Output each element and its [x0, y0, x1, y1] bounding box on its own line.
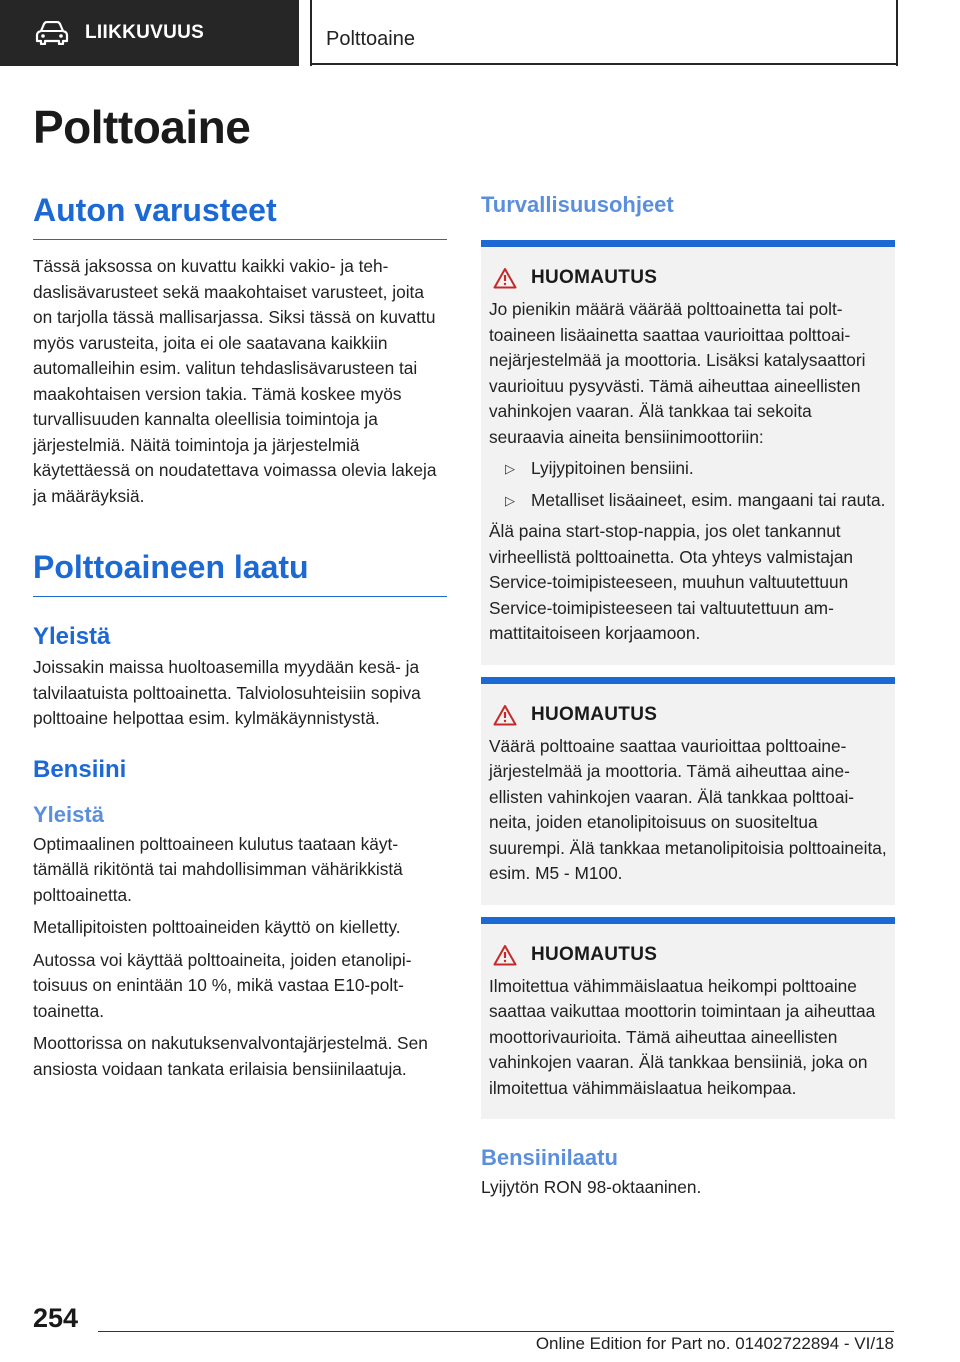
page-header [0, 0, 960, 66]
header-right-border [896, 0, 898, 66]
notice-text-2: Älä paina start-stop-nappia, jos olet tankannut virheellistä polttoainetta. Ota yhteys valmistajan Service-toimipisteeseen, muuhun valtuutettuun Service-toimipisteeseen tai valtuutettuun ammattitaitoiseen korjaamoon. [489, 521, 854, 643]
list-item-text: Metalliset lisäaineet, esim. mangaani tai rauta. [531, 489, 886, 510]
car-icon [35, 21, 69, 45]
petrol-heading: Bensiini [33, 755, 127, 783]
notice-box-2 [481, 677, 895, 905]
equipment-text: Tässä jaksossa on kuvattu kaikki vakio- ja tehdaslisävarusteet sekä maakohtaiset varusteet, joita on tarjolla tässä mallisarjassa. Siksi tässä on kuvattu myös varusteita, joita ei ole saatavana kaikkiin automalleihin esim. valitun tehdaslisävarusteen tai maakohtaisen version takia. Tämä koskee myös turvallisuuden kannalta oleellisia toimintoja ja järjestelmiä. Näitä toimintoja ja järjestelmiä käytettäessä on noudatettava voimassa olevia lakeja ja määräyksiä. [33, 256, 437, 506]
notice-header [489, 267, 887, 289]
petrol-paragraph-3: Autossa voi käyttää polttoaineita, joiden etanolipitoisuus on enintään 10 %, mikä vastaa E10-polttoainetta. [33, 949, 412, 1021]
notice-title: HUOMAUTUS [531, 703, 658, 725]
list-item [489, 488, 887, 514]
notice-title: HUOMAUTUS [531, 943, 658, 965]
petrol-grade-text: Lyijytön RON 98-oktaaninen. [481, 1177, 702, 1197]
page-number: 254 [33, 1303, 79, 1333]
footer-edition: Online Edition for Part no. 01402722894 - VI/18 [535, 1334, 894, 1353]
notice-text: Ilmoitettua vähimmäislaatua heikompi polttoaine saattaa vaikuttaa moottorin toimintaan ja aiheuttaa moottorivaurioita. Tämä aiheuttaa aineellisten vahinkojen vaaran. Älä tankkaa bensiiniä, joka on ilmoitettua vähimmäislaatua heikompaa. [489, 975, 876, 1098]
petrol-general-heading: Yleistä [33, 801, 104, 827]
warning-triangle-icon [493, 704, 517, 726]
notice-text: Väärä polttoaine saattaa vaurioittaa polttoainejärjestelmää ja moottoria. Tämä aiheuttaa aineellisten vahinkojen vaaran. Älä tankkaa polttoaineita, joiden etanolipitoisuus on suositeltua suurempi. Älä tankkaa metanolipitoisia polttoaineita, esim. M5 - M100. [489, 735, 887, 883]
header-section-title: Polttoaine [326, 28, 415, 50]
chapter-tab[interactable] [0, 0, 299, 66]
notice-text: Jo pienikin määrä väärää polttoainetta tai polttoaineen lisäainetta saattaa vaurioittaa polttoainejärjestelmää ja moottoria. Lisäksi katalysaattori vaurioituu pysyvästi. Tämä aiheuttaa aineellisten vahinkojen vaaran. Älä tankkaa tai sekoita seuraavia aineita bensiinimoottoriin: [489, 299, 866, 447]
page-title: Polttoaine [33, 101, 251, 153]
petrol-paragraph-2: Metallipitoisten polttoaineiden käyttö on kielletty. [33, 917, 401, 937]
equipment-heading: Auton varusteet [33, 192, 447, 240]
triangle-bullet-icon: ▷ [505, 492, 515, 508]
petrol-paragraph-1: Optimaalinen polttoaineen kulutus taataan käyttämällä rikitöntä tai mahdollisimman vähärikkistä polttoainetta. [33, 833, 403, 905]
notice-bullet-list [489, 456, 887, 513]
header-separator [310, 0, 312, 66]
petrol-paragraph-4: Moottorissa on nakutuksenvalvontajärjestelmä. Sen ansiosta voidaan tankata erilaisia bensiinilaatuja. [33, 1033, 428, 1079]
notice-header [489, 704, 887, 726]
right-column [481, 192, 895, 1201]
triangle-bullet-icon: ▷ [505, 461, 515, 476]
left-column [33, 192, 447, 1082]
general-heading: Yleistä [33, 623, 111, 650]
chapter-tab-label: LIIKKUVUUS [85, 22, 205, 43]
warning-triangle-icon [493, 944, 517, 966]
header-underline [310, 63, 897, 65]
petrol-grade-heading: Bensiinilaatu [481, 1145, 618, 1170]
footer-rule [98, 1331, 894, 1332]
notice-header [489, 944, 887, 966]
warning-triangle-icon [493, 267, 517, 289]
fuel-quality-heading: Polttoaineen laatu [33, 549, 447, 597]
list-item-text: Lyijypitoinen bensiini. [531, 458, 694, 478]
notice-box-3 [481, 917, 895, 1120]
list-item [489, 456, 887, 482]
safety-heading: Turvallisuusohjeet [481, 192, 674, 217]
notice-title: HUOMAUTUS [531, 267, 658, 288]
notice-box-1 [481, 240, 895, 665]
general-text: Joissakin maissa huoltoasemilla myydään kesä- ja talvilaatuista polttoainetta. Talviolosuhteisiin sopiva polttoaine helpottaa esim. kylmäkäynnistystä. [33, 657, 421, 728]
